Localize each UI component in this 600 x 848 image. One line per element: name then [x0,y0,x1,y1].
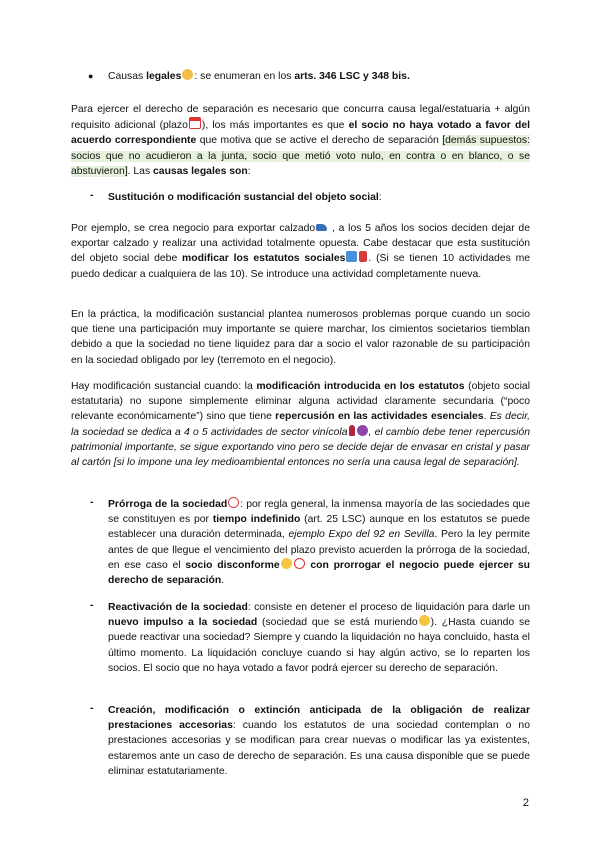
item-reactivacion [108,600,530,676]
bold-text: el socio no haya votado a favor del acuerdo correspondiente [71,120,530,147]
text: : por regla general, la inmensa mayoría de las sociedades que se constituyen es por [108,499,530,526]
book-icon [359,251,367,262]
bold-text: legales [146,71,182,82]
unamused-face-icon [281,558,292,569]
text: (objeto social estatutaria) no supone simplemente eliminar alguna actividad claramente secundaria (“poco relevante económicamente”) sino que tiene [71,381,531,423]
text: ), los más importantes es que [201,120,349,132]
text: : [247,165,251,177]
calendar-icon [189,117,201,129]
bullet-causas-legales [108,69,530,84]
italic-text: ejemplo Expo del 92 en Sevilla [288,529,435,541]
list-dash: - [90,190,94,201]
text: Causas [108,71,147,82]
paragraph-modificacion-sustancial [71,379,530,470]
paragraph-practica: En la práctica, la modificación sustancial plantea numerosos problemas porque cuando un socio que tiene una participación muy importante se quiere marchar, los cimientos societarios tiemblan debido a que la sociedad no tiene liquidez para dar a socio el valor razonable de su participación en la sociedad obligado por ley (terremoto en el negocio). [71,309,530,366]
text: , a los 5 años los socios deciden dejar de exportar calzado y realizar una actividad totalmente opuesta. Cabe destacar que esta sustitución del objeto social debe [71,223,530,265]
text: . Pero la ley permite antes de que llegue el vencimiento del plazo previsto acuerden la prórroga de la sociedad, en ese caso el [108,529,530,571]
text: (art. 25 LSC) aunque en los estatutos se puede establecer una duración determinada, [108,514,530,541]
list-dash: - [90,497,94,508]
text: Para ejercer el derecho de separación es necesario que concurra causa legal/estatuaria + algún requisito adicional (plazo [71,104,530,132]
text: . (Si se tienen 10 actividades me puedo dedicar a cualquiera de las 10). Se introduce una actividad completamente nueva. [71,253,531,280]
dying-face-icon [419,615,430,626]
bold-text: socio disconforme [185,559,280,571]
text: que motiva que se active el derecho de separación [196,135,443,147]
alarm-clock-icon [228,497,239,508]
bold-text: tiempo indefinido [212,514,301,526]
text: : se enumeran en los [194,71,295,82]
text: . [483,411,490,423]
highlighted-text: [demás supuestos: socios que no acudieron a la junta, socio que metió voto nulo, en contra o en blanco, o se abstuvieron] [71,135,531,177]
bold-text: nuevo impulso a la sociedad [108,617,258,629]
scales-icon [182,69,193,80]
item-prestaciones-accesorias [108,703,530,779]
bold-text: repercusión en las actividades esenciales [275,411,484,423]
prohibited-icon [294,558,305,569]
text: ). ¿Hasta cuando se puede reactivar una sociedad? Siempre y cuando la liquidación no haya concluido, hasta el último momento. La liquidación concluye cuando si hay algún activo, se lo reparten los socios. El socio que no haya votado a favor podrá ejercer su derecho de separación. [108,617,531,674]
italic-text: , el cambio debe tener repercusión patrimonial importante, se sigue exportando vino pero se decide dejar de envasar en cristal y pasar al cartón [si lo impone una ley medioambiental entonces no sería una causa legal de separación]. [71,426,530,469]
bold-text: Prórroga de la sociedad [108,499,228,510]
text: : consiste en detener el proceso de liquidación para darle un [247,602,531,613]
bold-text: arts. 346 LSC y 348 bis. [294,71,410,82]
text: : cuando los estatutos de una sociedad contemplan o no prestaciones accesorias y se modifican para crear nuevas o modificar las ya existentes, estaremos ante un caso de derecho de separación. Es una causa disponible que se puede eliminar estatutariamente. [108,720,530,777]
bold-text: modificación introducida en los estatutos [256,381,465,392]
refresh-icon [346,251,357,262]
paragraph-requisitos [71,102,530,179]
item-prorroga [108,497,530,588]
text: . Las [127,165,154,177]
bold-text: causas legales son [153,165,248,177]
bold-text: modificar los estatutos sociales [182,253,346,265]
text: Por ejemplo, se crea negocio para exportar calzado [71,223,316,234]
wine-icon [349,425,355,436]
text: Hay modificación sustancial cuando: la [71,381,257,392]
list-dash: - [90,600,94,611]
text: . [221,575,225,587]
bold-text: Creación, modificación o extinción anticipada de la obligación de realizar prestaciones accesorias [108,705,530,732]
italic-text: Es decir, la sociedad se dedica a 4 o 5 actividades de sector vinícola [71,411,530,438]
page-number: 2 [522,797,529,809]
text: (sociedad que se está muriendo [257,617,418,629]
section-heading-objeto-social [108,190,530,205]
bold-text: con prorrogar el negocio puede ejercer su derecho de separación [108,559,530,587]
list-dash: - [90,703,94,714]
shoe-icon [316,224,327,231]
paragraph-ejemplo-calzado [71,221,530,282]
bold-text: Reactivación de la sociedad [108,602,248,613]
list-bullet: ● [88,71,94,81]
grapes-icon [357,425,368,436]
text: : [378,192,382,203]
bold-text: Sustitución o modificación sustancial del objeto social [108,192,379,203]
